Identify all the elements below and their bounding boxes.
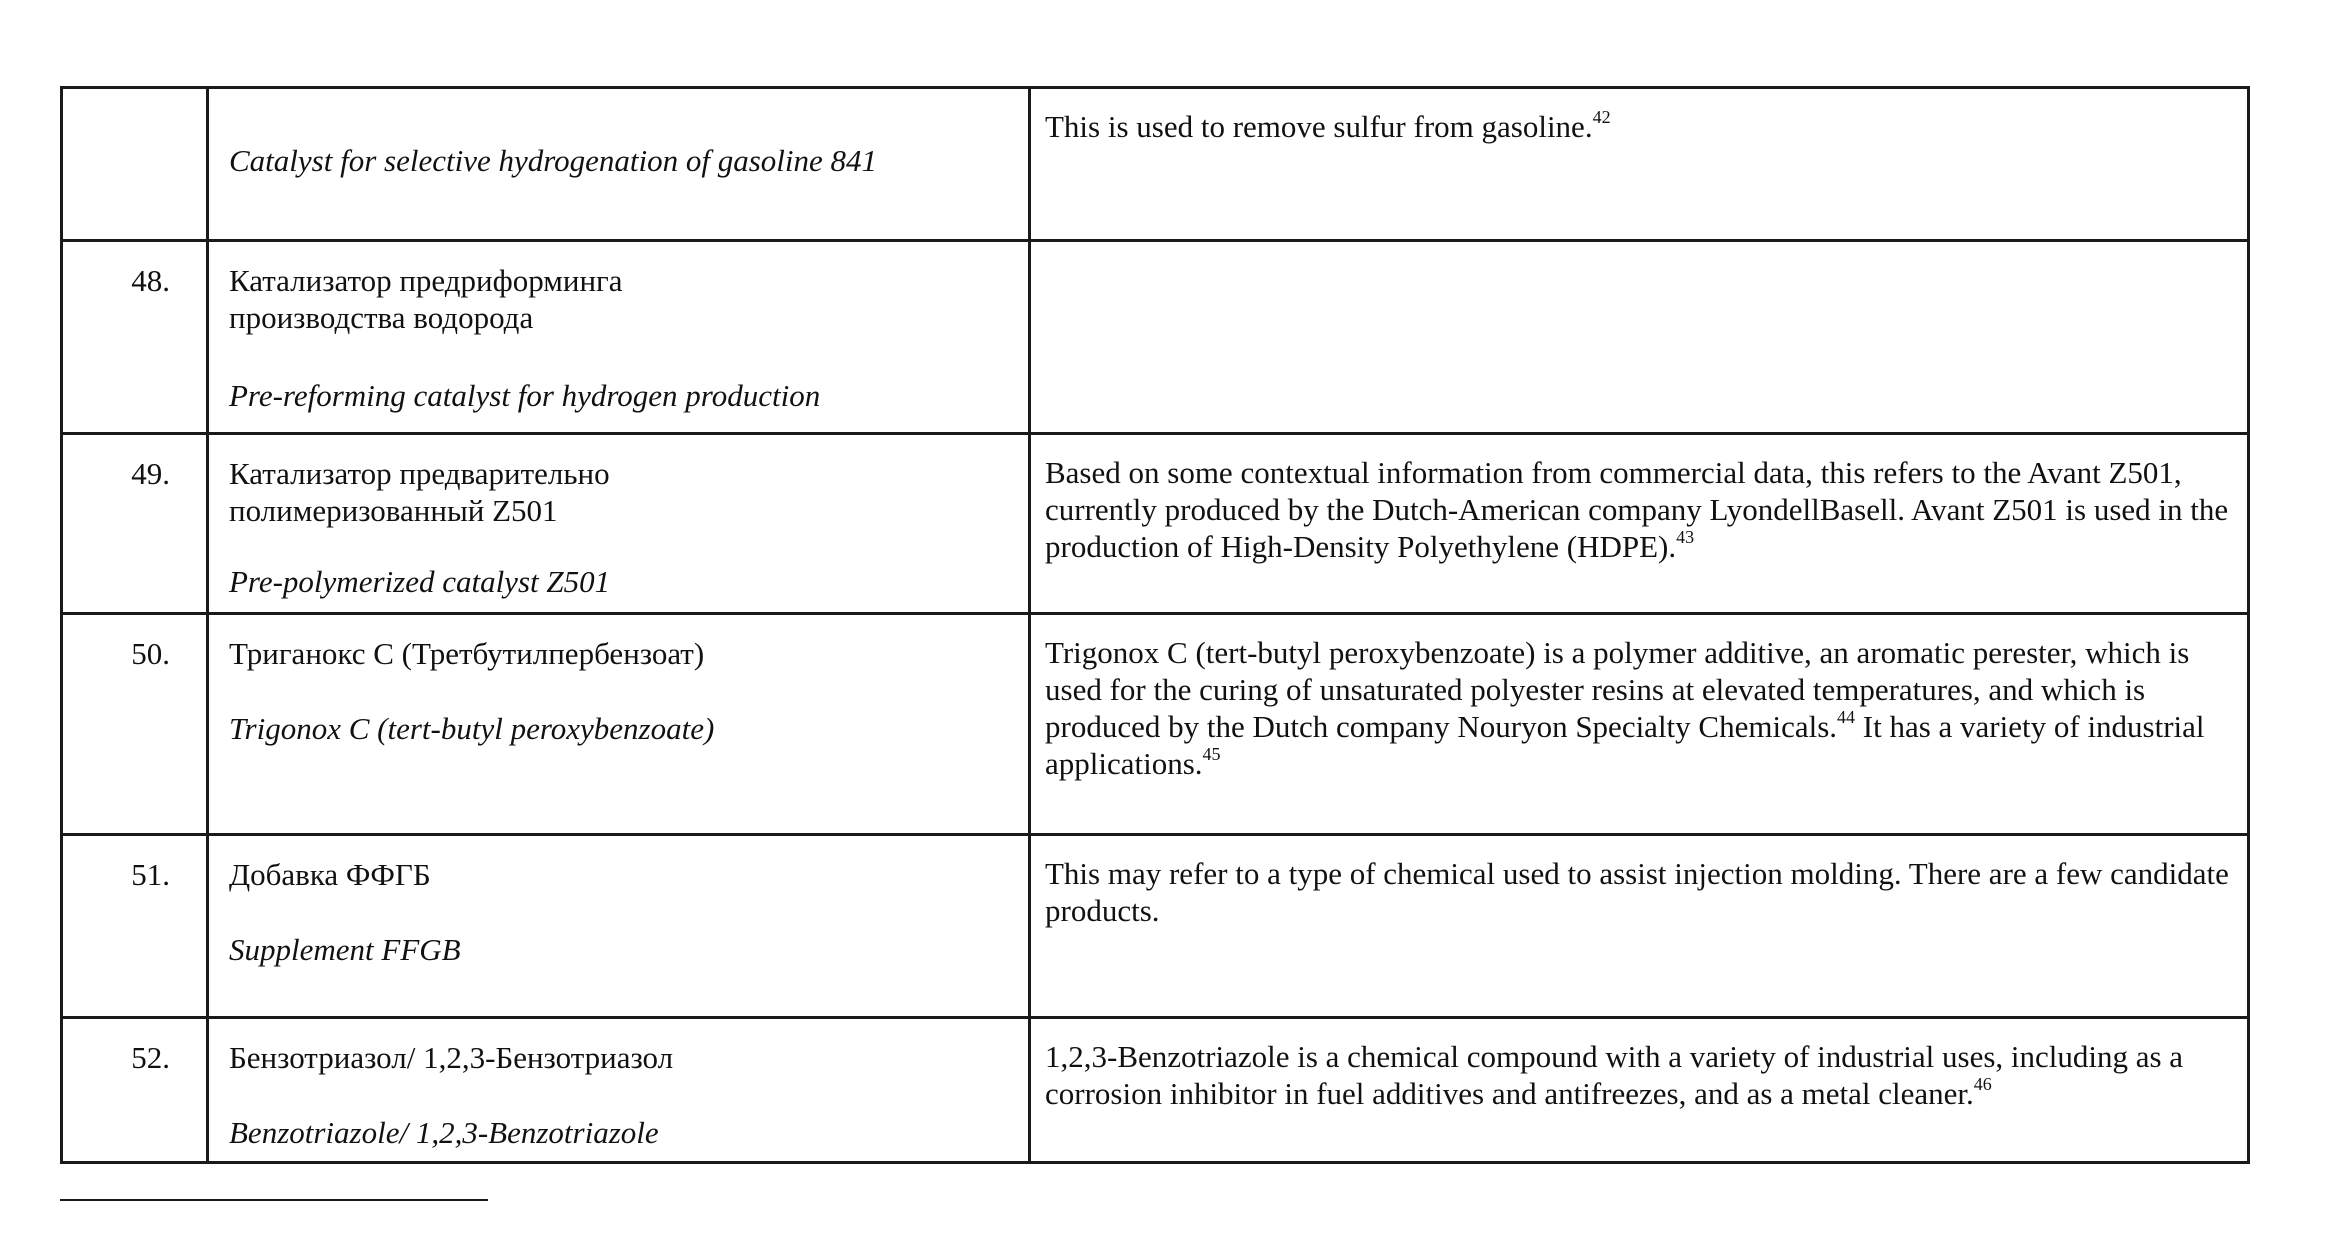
footnote-separator bbox=[60, 1199, 488, 1201]
table-row bbox=[62, 88, 2249, 241]
substance-name-ru: Триганокс С (Третбутилпербензоат) bbox=[229, 636, 705, 671]
substance-name-en: Pre-reforming catalyst for hydrogen production bbox=[229, 378, 821, 413]
description-text: This may refer to a type of chemical used to assist injection molding. There are a few candidate products. bbox=[1045, 856, 2229, 928]
substance-name-en: Trigonox C (tert-butyl peroxybenzoate) bbox=[229, 711, 715, 746]
substance-name-ru: Катализатор предварительно полимеризованный Z501 bbox=[229, 456, 610, 528]
description-cell bbox=[1030, 434, 2249, 614]
substance-name-en: Benzotriazole/ 1,2,3-Benzotriazole bbox=[229, 1115, 659, 1150]
substance-table bbox=[60, 86, 2250, 1164]
footnote-ref[interactable]: 44 bbox=[1837, 706, 1856, 727]
description-text: This is used to remove sulfur from gasoline. bbox=[1045, 109, 1593, 144]
footnote-ref[interactable]: 43 bbox=[1676, 526, 1695, 547]
substance-name-cell bbox=[208, 835, 1030, 1018]
row-number: 49. bbox=[62, 434, 208, 614]
row-number: 50. bbox=[62, 614, 208, 835]
substance-name-ru: Катализатор предриформинга производства водорода bbox=[229, 263, 623, 335]
row-number bbox=[62, 88, 208, 241]
substance-name-ru: Добавка ФФГБ bbox=[229, 857, 431, 892]
description-text-continued: It has a variety of industrial applications. bbox=[1045, 709, 2205, 781]
table-row bbox=[62, 1018, 2249, 1163]
substance-name-ru: Бензотриазол/ 1,2,3-Бензотриазол bbox=[229, 1040, 674, 1075]
description-cell bbox=[1030, 1018, 2249, 1163]
description-text: 1,2,3-Benzotriazole is a chemical compound with a variety of industrial uses, including as a corrosion inhibitor in fuel additives and antifreezes, and as a metal cleaner. bbox=[1045, 1039, 2184, 1111]
substance-name-en: Pre-polymerized catalyst Z501 bbox=[229, 564, 611, 599]
substance-name-cell bbox=[208, 1018, 1030, 1163]
substance-name-en: Catalyst for selective hydrogenation of gasoline 841 bbox=[229, 143, 878, 178]
table-row bbox=[62, 241, 2249, 434]
footnote-ref[interactable]: 45 bbox=[1202, 743, 1221, 764]
footnote-ref[interactable]: 42 bbox=[1592, 106, 1611, 127]
substance-name-cell bbox=[208, 434, 1030, 614]
description-cell bbox=[1030, 88, 2249, 241]
description-cell bbox=[1030, 614, 2249, 835]
description-cell bbox=[1030, 835, 2249, 1018]
row-number: 48. bbox=[62, 241, 208, 434]
table-row bbox=[62, 614, 2249, 835]
description-text: Trigonox C (tert-butyl peroxybenzoate) is a polymer additive, an aromatic perester, which is used for the curing of unsaturated polyester resins at elevated temperatures, and which is produced by the Dutch company Nouryon Specialty Chemicals. bbox=[1045, 635, 2190, 744]
description-cell bbox=[1030, 241, 2249, 434]
table-row bbox=[62, 835, 2249, 1018]
table-row bbox=[62, 434, 2249, 614]
footnote-ref[interactable]: 46 bbox=[1973, 1073, 1992, 1094]
substance-name-cell bbox=[208, 614, 1030, 835]
description-text: Based on some contextual information from commercial data, this refers to the Avant Z501, currently produced by the Dutch-American company LyondellBasell. Avant Z501 is used in the production of High-Density Polyethylene (HDPE). bbox=[1045, 455, 2229, 564]
row-number: 52. bbox=[62, 1018, 208, 1163]
substance-name-cell bbox=[208, 88, 1030, 241]
row-number: 51. bbox=[62, 835, 208, 1018]
substance-name-cell bbox=[208, 241, 1030, 434]
substance-name-en: Supplement FFGB bbox=[229, 932, 461, 967]
